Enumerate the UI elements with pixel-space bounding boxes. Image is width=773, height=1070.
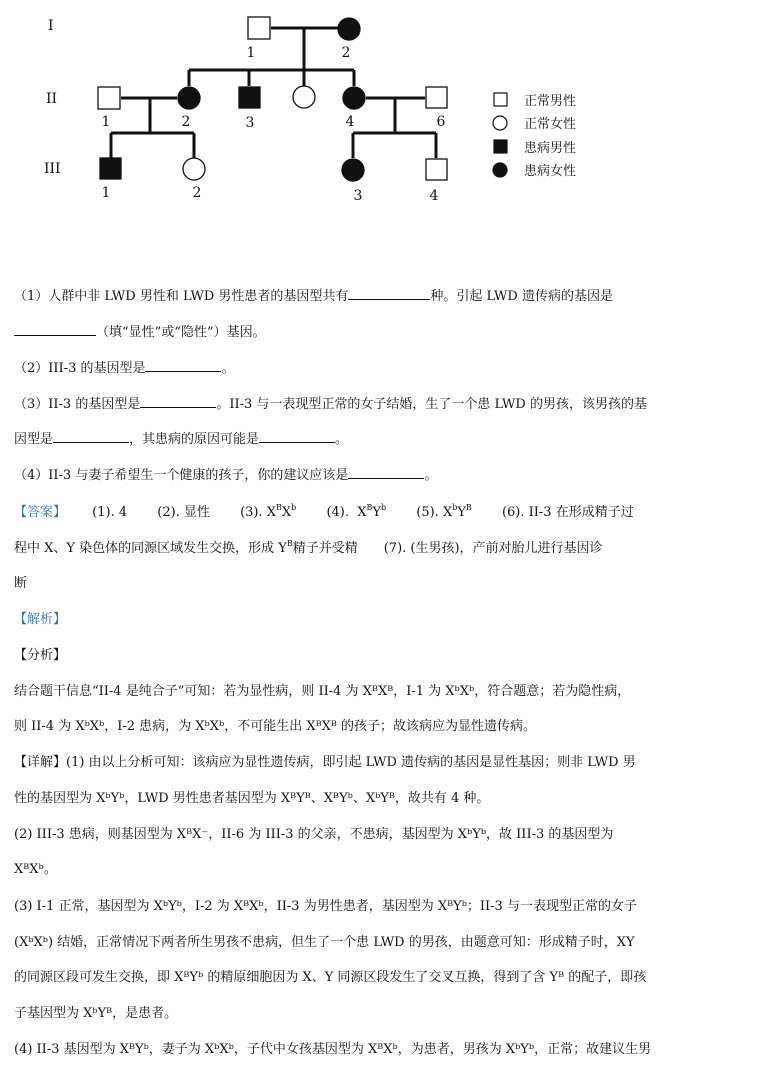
- pedigree-lines: [111, 28, 436, 158]
- generation-label-2: II: [46, 91, 58, 107]
- answer-blank-4[interactable]: [140, 395, 216, 408]
- label-II2: 2: [181, 114, 191, 130]
- analysis-para-2: 则 II-4 为 XᵇXᵇ，I-2 患病，为 XᵇXᵇ，不可能生出 XᴮXᴮ 的孩子；故该病应为显性遗传病。: [14, 719, 537, 734]
- legend-affected-female-icon: [493, 163, 507, 177]
- answer-blank-6[interactable]: [259, 430, 335, 443]
- question-1-line-2: （填“显性”或“隐性”）基因。: [14, 323, 766, 343]
- individual-II3-affected-male: [239, 87, 260, 108]
- legend-normal-male-label: 正常男性: [524, 94, 577, 109]
- label-II6: 6: [436, 114, 446, 130]
- detail-line-8: 子基因型为 XᵇYᴮ，是患者。: [14, 1006, 178, 1021]
- question-3-line-2: 因型是 ，其患病的原因可能是 。: [14, 432, 349, 447]
- answer-tag: 【答案】: [14, 505, 67, 520]
- individual-II5-normal-female: [293, 86, 315, 108]
- answer-6: (6). II-3 在形成精子过: [501, 505, 634, 520]
- individual-II6-normal-male: [426, 87, 447, 108]
- individual-III2-normal-female: [183, 158, 205, 180]
- answer-line-2: 程中 X、Y 染色体的同源区域发生交换，形成 $Y^B$精子并受精 (7). (生男孩)，产前对胎儿进行基因诊: [14, 539, 603, 556]
- generation-labels: [44, 18, 61, 177]
- individual-II1-normal-male: [98, 87, 120, 109]
- answer-5: (5). $X^bY^B$: [416, 503, 472, 520]
- individual-III1-affected-male: [100, 158, 121, 179]
- individual-III3-affected-female: [342, 159, 364, 181]
- individual-I2-affected-female: [338, 18, 360, 40]
- answer-3: (3). $X^BX^b$: [240, 503, 297, 520]
- legend-normal-male-icon: [494, 93, 507, 106]
- legend-affected-female-label: 患病女性: [524, 164, 577, 179]
- answer-4: (4). $X^BY^b$: [326, 503, 387, 520]
- legend-normal-female-icon: [493, 116, 507, 130]
- detail-line-5: (3) I-1 正常，基因型为 XᵇYᵇ，I-2 为 XᴮXᵇ，II-3 为男性患者，基因型为 XᴮYᵇ；II-3 与一表现型正常的女子: [14, 899, 637, 914]
- label-II1: 1: [101, 114, 111, 130]
- individual-III4-normal-male: [426, 159, 447, 180]
- label-III3: 3: [353, 188, 363, 204]
- detail-line-9: (4) II-3 基因型为 XᴮYᵇ，妻子为 XᵇXᵇ，子代中女孩基因型为 XᴮXᵇ，为患者，男孩为 XᵇYᵇ，正常；故建议生男: [14, 1042, 652, 1057]
- label-I1: 1: [246, 45, 256, 61]
- label-III4: 4: [429, 188, 439, 204]
- answer-blank-1[interactable]: [348, 287, 430, 300]
- individual-I1-normal-male: [248, 17, 270, 39]
- generation-label-1: I: [48, 18, 54, 34]
- answer-blank-7[interactable]: [348, 466, 424, 479]
- detail-line-3: (2) III-3 患病，则基因型为 XᴮX⁻，II-6 为 III-3 的父亲，不患病，基因型为 XᵇYᵇ，故 III-3 的基因型为: [14, 827, 614, 842]
- analysis-tag: 【解析】: [14, 612, 67, 627]
- question-1-line-1: （1）人群中非 LWD 男性和 LWD 男性患者的基因型共有 种。引起 LWD 遗传病的基因是: [14, 289, 613, 304]
- legend-affected-male-icon: [494, 140, 507, 153]
- individual-II4-affected-female: [343, 87, 365, 109]
- answer-line-3: 断: [14, 576, 28, 591]
- detail-line-4: XᴮXᵇ。: [14, 862, 57, 877]
- label-II4: 4: [345, 114, 355, 130]
- analysis-para-1: 结合题干信息“II-4 是纯合子”可知：若为显性病，则 II-4 为 XᴮXᴮ，I-1 为 XᵇXᵇ，符合题意；若为隐性病，: [14, 684, 631, 699]
- generation-label-3: III: [44, 161, 61, 177]
- legend-normal-female-label: 正常女性: [524, 117, 577, 132]
- label-II3: 3: [245, 115, 255, 131]
- answer-1: (1). 4: [92, 505, 128, 520]
- fenxi-heading: 【分析】: [14, 648, 67, 663]
- answer-blank-2[interactable]: [14, 323, 96, 336]
- label-I2: 2: [341, 45, 351, 61]
- label-III2: 2: [192, 185, 202, 201]
- detail-line-2: 性的基因型为 XᵇYᵇ，LWD 男性患者基因型为 XᴮYᴮ、XᴮYᵇ、XᵇYᴮ，故共有 4 种。: [14, 791, 490, 806]
- pedigree-legend: [493, 93, 576, 179]
- individual-II2-affected-female: [178, 87, 200, 109]
- detail-line-6: (XᵇXᵇ) 结婚，正常情况下两者所生男孩不患病，但生了一个患 LWD 的男孩，由题意可知：形成精子时，XY: [14, 935, 635, 950]
- pedigree-chart: [0, 0, 773, 215]
- question-3-line-1: （3）II-3 的基因型是 。II-3 与一表现型正常的女子结婚，生了一个患 LWD 的男孩，该男孩的基: [14, 397, 647, 412]
- answer-blank-5[interactable]: [53, 430, 129, 443]
- legend-affected-male-label: 患病男性: [524, 141, 577, 156]
- question-2: （2）III-3 的基因型是 。: [14, 361, 235, 376]
- detail-line-7: 的同源区段可发生交换，即 XᴮYᵇ 的精原细胞因为 X、Y 同源区段发生了交叉互换，得到了含 Yᴮ 的配子，即孩: [14, 970, 647, 985]
- detail-line-1: 【详解】(1) 由以上分析可知：该病应为显性遗传病，即引起 LWD 遗传病的基因是显性基因；则非 LWD 男: [14, 755, 636, 770]
- label-III1: 1: [101, 185, 111, 201]
- answer-2: (2). 显性: [157, 505, 210, 520]
- question-4: （4）II-3 与妻子希望生一个健康的孩子，你的建议应该是 。: [14, 468, 438, 483]
- answer-line-1: [14, 503, 766, 523]
- answer-blank-3[interactable]: [145, 359, 221, 372]
- answer-7: (7). (生男孩)，产前对胎儿进行基因诊: [383, 541, 603, 556]
